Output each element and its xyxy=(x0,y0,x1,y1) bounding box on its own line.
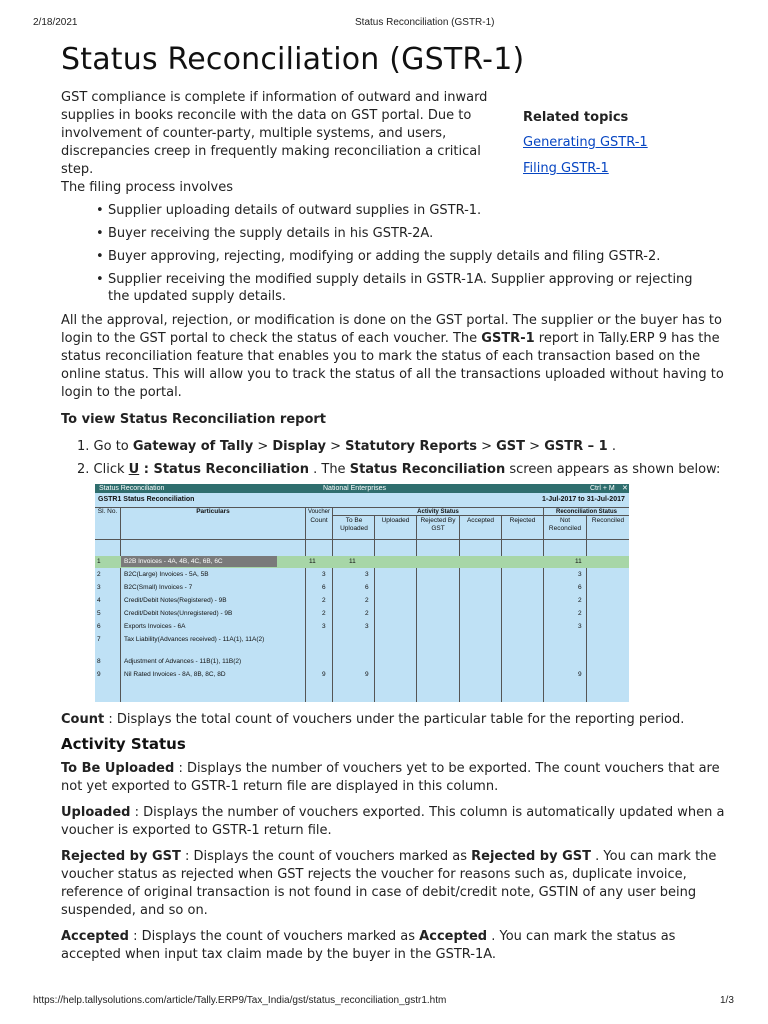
list-item: • Supplier receiving the modified supply details in GSTR-1A. Supplier approving or rejecting the updated supply details. xyxy=(96,271,716,305)
link-generating-gstr1[interactable]: Generating GSTR-1 xyxy=(523,135,648,150)
report-name: GSTR1 Status Reconciliation xyxy=(98,496,195,503)
report-period: 1-Jul-2017 to 31-Jul-2017 xyxy=(542,496,625,503)
list-item: • Buyer approving, rejecting, modifying or adding the supply details and filing GSTR-2. xyxy=(96,248,716,265)
view-report-heading: To view Status Reconciliation report xyxy=(61,412,327,427)
rejected-by-gst-definition: Rejected by GST : Displays the count of vouchers marked as Rejected by GST . You can mark the voucher status as rejected when GST rejects the voucher for reasons such as, duplicate invoice, reference of original transaction is not found in case of debit/credit note, GSTIN of any user being suspended, and so on. xyxy=(61,849,717,918)
intro-paragraph: GST compliance is complete if information of outward and inward supplies in books reconcile with the data on GST portal. Due to involvement of counter-party, multiple systems, and users, discrepancies creep in frequently making reconciliation a critical step. xyxy=(61,90,488,177)
table-row[interactable]: 1 B2B Invoices - 4A, 4B, 4C, 6B, 6C 11 11 11 xyxy=(95,556,629,568)
page-title: Status Reconciliation (GSTR-1) xyxy=(61,42,525,77)
list-item: • Supplier uploading details of outward supplies in GSTR-1. xyxy=(96,202,716,219)
count-definition: Count : Displays the total count of vouchers under the particular table for the reporting period. xyxy=(61,712,685,727)
filing-process-list xyxy=(96,202,716,311)
uploaded-definition: Uploaded : Displays the number of vouchers exported. This column is automatically updated when a voucher is exported to GSTR-1 return file. xyxy=(61,805,725,838)
step-2: 2. Click U : Status Reconciliation . The Status Reconciliation screen appears as shown below: xyxy=(77,462,721,477)
to-be-uploaded-definition: To Be Uploaded : Displays the number of vouchers yet to be exported. The count vouchers that are not yet exported to GSTR-1 return file are displayed in this column. xyxy=(61,761,720,794)
print-date: 2/18/2021 xyxy=(33,17,78,28)
print-url: https://help.tallysolutions.com/article/Tally.ERP9/Tax_India/gst/status_reconciliation_gstr1.htm xyxy=(33,995,447,1006)
table-row[interactable]: 3 B2C(Small) Invoices - 7 6 6 6 xyxy=(97,584,582,591)
activity-status-heading: Activity Status xyxy=(61,735,186,753)
tally-status-reconciliation-screen: Status Reconciliation National Enterprises Ctrl + M ✕ GSTR1 Status Reconciliation 1-Jul-2017 to 31-Jul-2017 Sl. No. Particulars Voucher Count Activity Status Reconciliation Status To Be Uploaded Uploaded Rejected By GST Accepted Rejected Not Reconciled Reconciled 1 B2B Invoices - 4A, 4B, 4C, 6B, 6C 11 11 11 2 B2C(Large) Invoices - 5A, 5B 3 3 3 3 B2C(Small) Invoices - 7 6 6 6 4 Credit/Debit Notes(Registered) - 9B 2 2 2 5 Credit/Debit Notes(Unregistered) - 9B 2 2 2 6 Exports Invoices - 6A 3 3 3 7 Tax Liability(Advances received) - 11A(1), 11A(2) 8 Adjustment of Advances - 11B(1), 11B(2) 9 Nil Rated Invoices - 8A, 8B, 8C, 8D 9 9 9 xyxy=(95,484,629,702)
table-row[interactable]: 9 Nil Rated Invoices - 8A, 8B, 8C, 8D 9 9 9 xyxy=(97,671,582,678)
related-topics-heading: Related topics xyxy=(523,110,629,125)
step-1: 1. Go to Gateway of Tally > Display > Statutory Reports > GST > GSTR – 1 . xyxy=(77,439,616,454)
table-row[interactable]: 7 Tax Liability(Advances received) - 11A(1), 11A(2) xyxy=(97,636,265,643)
table-row[interactable]: 4 Credit/Debit Notes(Registered) - 9B 2 2 2 xyxy=(97,597,582,604)
table-row[interactable]: 2 B2C(Large) Invoices - 5A, 5B 3 3 3 xyxy=(97,571,582,578)
accepted-definition: Accepted : Displays the count of vouchers marked as Accepted . You can mark the status as accepted when input tax claim made by the buyer in the GSTR-1A. xyxy=(61,929,676,962)
close-icon[interactable]: ✕ xyxy=(622,485,628,492)
steps-list xyxy=(77,438,727,484)
portal-paragraph: All the approval, rejection, or modification is done on the GST portal. The supplier or the buyer has to login to the GST portal to check the status of each voucher. The GSTR-1 report in Tally.ERP 9 has the status reconciliation feature that enables you to mark the status of each transaction based on the online status. This will allow you to track the status of all the transactions uploaded without having to login to the portal. xyxy=(61,313,724,400)
print-title: Status Reconciliation (GSTR-1) xyxy=(355,17,495,28)
link-filing-gstr1[interactable]: Filing GSTR-1 xyxy=(523,161,609,176)
table-row[interactable]: 5 Credit/Debit Notes(Unregistered) - 9B 2 2 2 xyxy=(97,610,582,617)
list-item: • Buyer receiving the supply details in his GSTR-2A. xyxy=(96,225,716,242)
table-row[interactable]: 6 Exports Invoices - 6A 3 3 3 xyxy=(97,623,582,630)
filing-intro: The filing process involves xyxy=(61,180,234,195)
tally-title-bar: Status Reconciliation National Enterprises Ctrl + M ✕ xyxy=(95,484,629,493)
page-number: 1/3 xyxy=(720,995,734,1006)
table-row[interactable]: 8 Adjustment of Advances - 11B(1), 11B(2) xyxy=(97,658,242,665)
